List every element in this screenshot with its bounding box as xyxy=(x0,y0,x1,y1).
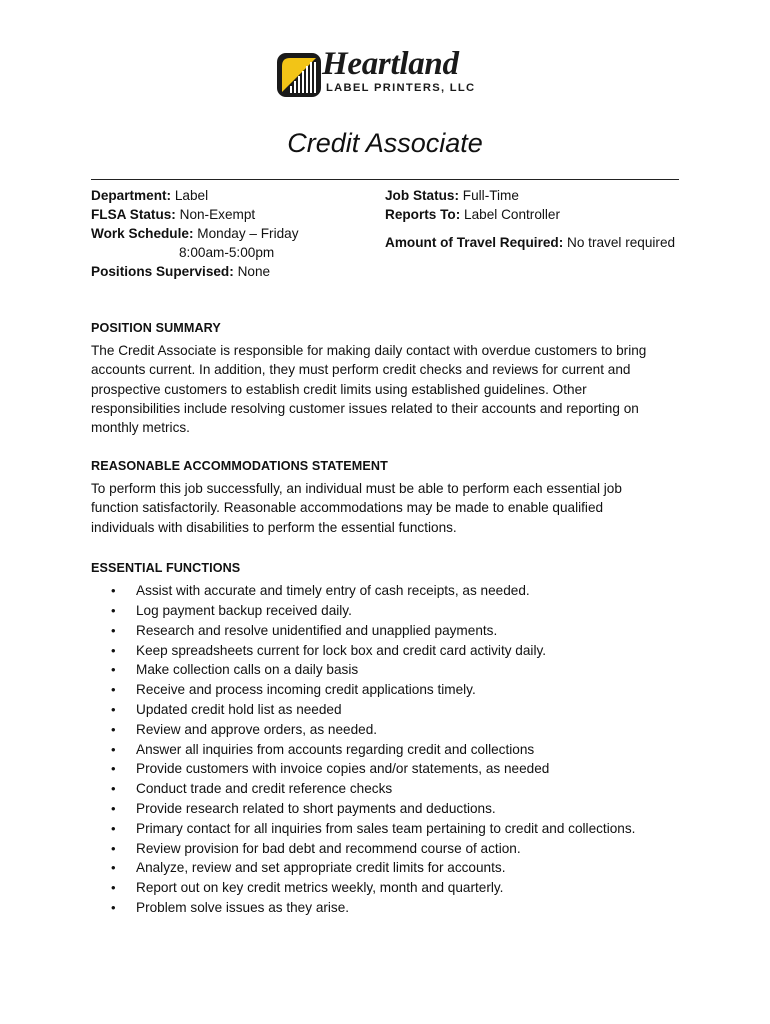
info-value: Label xyxy=(174,188,209,203)
paragraph-line: To perform this job successfully, an individual must be able to perform each essential job xyxy=(91,481,622,497)
bullet-icon: • xyxy=(111,682,116,698)
bullet-icon: • xyxy=(111,899,116,915)
list-item-text: Primary contact for all inquiries from sales team pertaining to credit and collections. xyxy=(136,820,636,836)
list-item xyxy=(91,799,681,819)
bullet-icon: • xyxy=(111,860,116,876)
info-row-travel xyxy=(385,233,685,252)
accommodations-section xyxy=(91,457,681,537)
logo-brand-name: Heartland xyxy=(322,46,459,82)
bullet-icon: • xyxy=(111,701,116,717)
list-item-text: Make collection calls on a daily basis xyxy=(136,662,359,678)
list-item xyxy=(91,878,681,898)
title-divider xyxy=(91,179,679,180)
info-value: Monday – Friday xyxy=(197,226,299,241)
list-item xyxy=(91,779,681,799)
info-key: Amount of Travel Required: xyxy=(385,235,564,250)
info-value: Non-Exempt xyxy=(179,207,256,222)
list-item-text: Research and resolve unidentified and unapplied payments. xyxy=(136,622,498,638)
bullet-icon: • xyxy=(111,721,116,737)
list-item xyxy=(91,641,681,661)
list-item-text: Provide customers with invoice copies and/or statements, as needed xyxy=(136,761,550,777)
list-item xyxy=(91,581,681,601)
list-item-text: Assist with accurate and timely entry of cash receipts, as needed. xyxy=(136,583,530,599)
bullet-icon: • xyxy=(111,622,116,638)
essential-functions-section xyxy=(91,559,681,918)
job-info-left xyxy=(91,186,381,281)
position-summary-section xyxy=(91,319,681,437)
info-value: None xyxy=(237,264,271,279)
info-key: Positions Supervised: xyxy=(91,264,234,279)
list-item-text: Keep spreadsheets current for lock box and credit card activity daily. xyxy=(136,642,547,658)
paragraph-line: The Credit Associate is responsible for making daily contact with overdue customers to bring xyxy=(91,343,647,359)
bullet-icon: • xyxy=(111,820,116,836)
page-title: Credit Associate xyxy=(287,128,483,158)
bullet-icon: • xyxy=(111,840,116,856)
list-item xyxy=(91,759,681,779)
info-value: Label Controller xyxy=(464,207,561,222)
paragraph-line: function satisfactorily. Reasonable accommodations may be made to enable qualified xyxy=(91,500,604,516)
bullet-icon: • xyxy=(111,781,116,797)
paragraph-line: prospective customers to establish credit limits using established guidelines. Other xyxy=(91,381,587,397)
list-item xyxy=(91,720,681,740)
list-item-text: Updated credit hold list as needed xyxy=(136,701,342,717)
info-key: Reports To: xyxy=(385,207,461,222)
job-info-right xyxy=(385,186,685,252)
list-item xyxy=(91,740,681,760)
paragraph-line: responsibilities include resolving customer issues related to their accounts and reporting on xyxy=(91,400,639,416)
list-item-text: Provide research related to short payments and deductions. xyxy=(136,800,496,816)
list-item-text: Review provision for bad debt and recommend course of action. xyxy=(136,840,521,856)
section-heading: POSITION SUMMARY xyxy=(91,321,221,335)
section-heading: ESSENTIAL FUNCTIONS xyxy=(91,561,241,575)
section-heading: REASONABLE ACCOMMODATIONS STATEMENT xyxy=(91,459,388,473)
paragraph-line: individuals with disabilities to perform the essential functions. xyxy=(91,519,457,535)
accommodations-paragraph xyxy=(91,479,681,537)
bullet-icon: • xyxy=(111,603,116,618)
list-item-text: Report out on key credit metrics weekly, month and quarterly. xyxy=(136,880,504,896)
list-item-text: Answer all inquiries from accounts regarding credit and collections xyxy=(136,741,535,757)
bullet-icon: • xyxy=(111,800,116,816)
info-row-department xyxy=(91,186,381,205)
essential-functions-list xyxy=(91,581,681,918)
info-key: FLSA Status: xyxy=(91,207,176,222)
list-item xyxy=(91,898,681,918)
logo-tagline: LABEL PRINTERS, LLC xyxy=(326,82,476,94)
info-row-job-status xyxy=(385,186,685,205)
list-item-text: Log payment backup received daily. xyxy=(136,603,352,618)
bullet-icon: • xyxy=(111,583,116,599)
list-item xyxy=(91,621,681,641)
info-row-work-hours xyxy=(91,243,381,262)
list-item xyxy=(91,601,681,621)
info-row-flsa-status xyxy=(91,205,381,224)
info-row-positions-supervised xyxy=(91,262,381,281)
info-key: Job Status: xyxy=(385,188,460,203)
bullet-icon: • xyxy=(111,880,116,896)
list-item xyxy=(91,680,681,700)
list-item-text: Conduct trade and credit reference checks xyxy=(136,781,393,797)
info-row-reports-to xyxy=(385,205,685,224)
list-item xyxy=(91,819,681,839)
list-item xyxy=(91,858,681,878)
info-key: Work Schedule: xyxy=(91,226,194,241)
bullet-icon: • xyxy=(111,662,116,678)
list-item-text: Problem solve issues as they arise. xyxy=(136,899,350,915)
info-row-work-schedule xyxy=(91,224,381,243)
list-item-text: Receive and process incoming credit applications timely. xyxy=(136,682,476,698)
bullet-icon: • xyxy=(111,642,116,658)
list-item-text: Analyze, review and set appropriate credit limits for accounts. xyxy=(136,860,506,876)
bullet-icon: • xyxy=(111,741,116,757)
paragraph-line: accounts current. In addition, they must perform credit checks and reviews for current and xyxy=(91,362,631,378)
summary-paragraph xyxy=(91,341,681,437)
paragraph-line: monthly metrics. xyxy=(91,420,190,436)
info-value: No travel required xyxy=(567,235,676,250)
heartland-logo-icon xyxy=(276,52,324,98)
info-value: 8:00am-5:00pm xyxy=(179,245,275,260)
list-item-text: Review and approve orders, as needed. xyxy=(136,721,378,737)
list-item xyxy=(91,839,681,859)
company-logo xyxy=(276,46,504,100)
info-value: Full-Time xyxy=(462,188,519,203)
info-key: Department: xyxy=(91,188,172,203)
list-item xyxy=(91,660,681,680)
list-item xyxy=(91,700,681,720)
bullet-icon: • xyxy=(111,761,116,777)
